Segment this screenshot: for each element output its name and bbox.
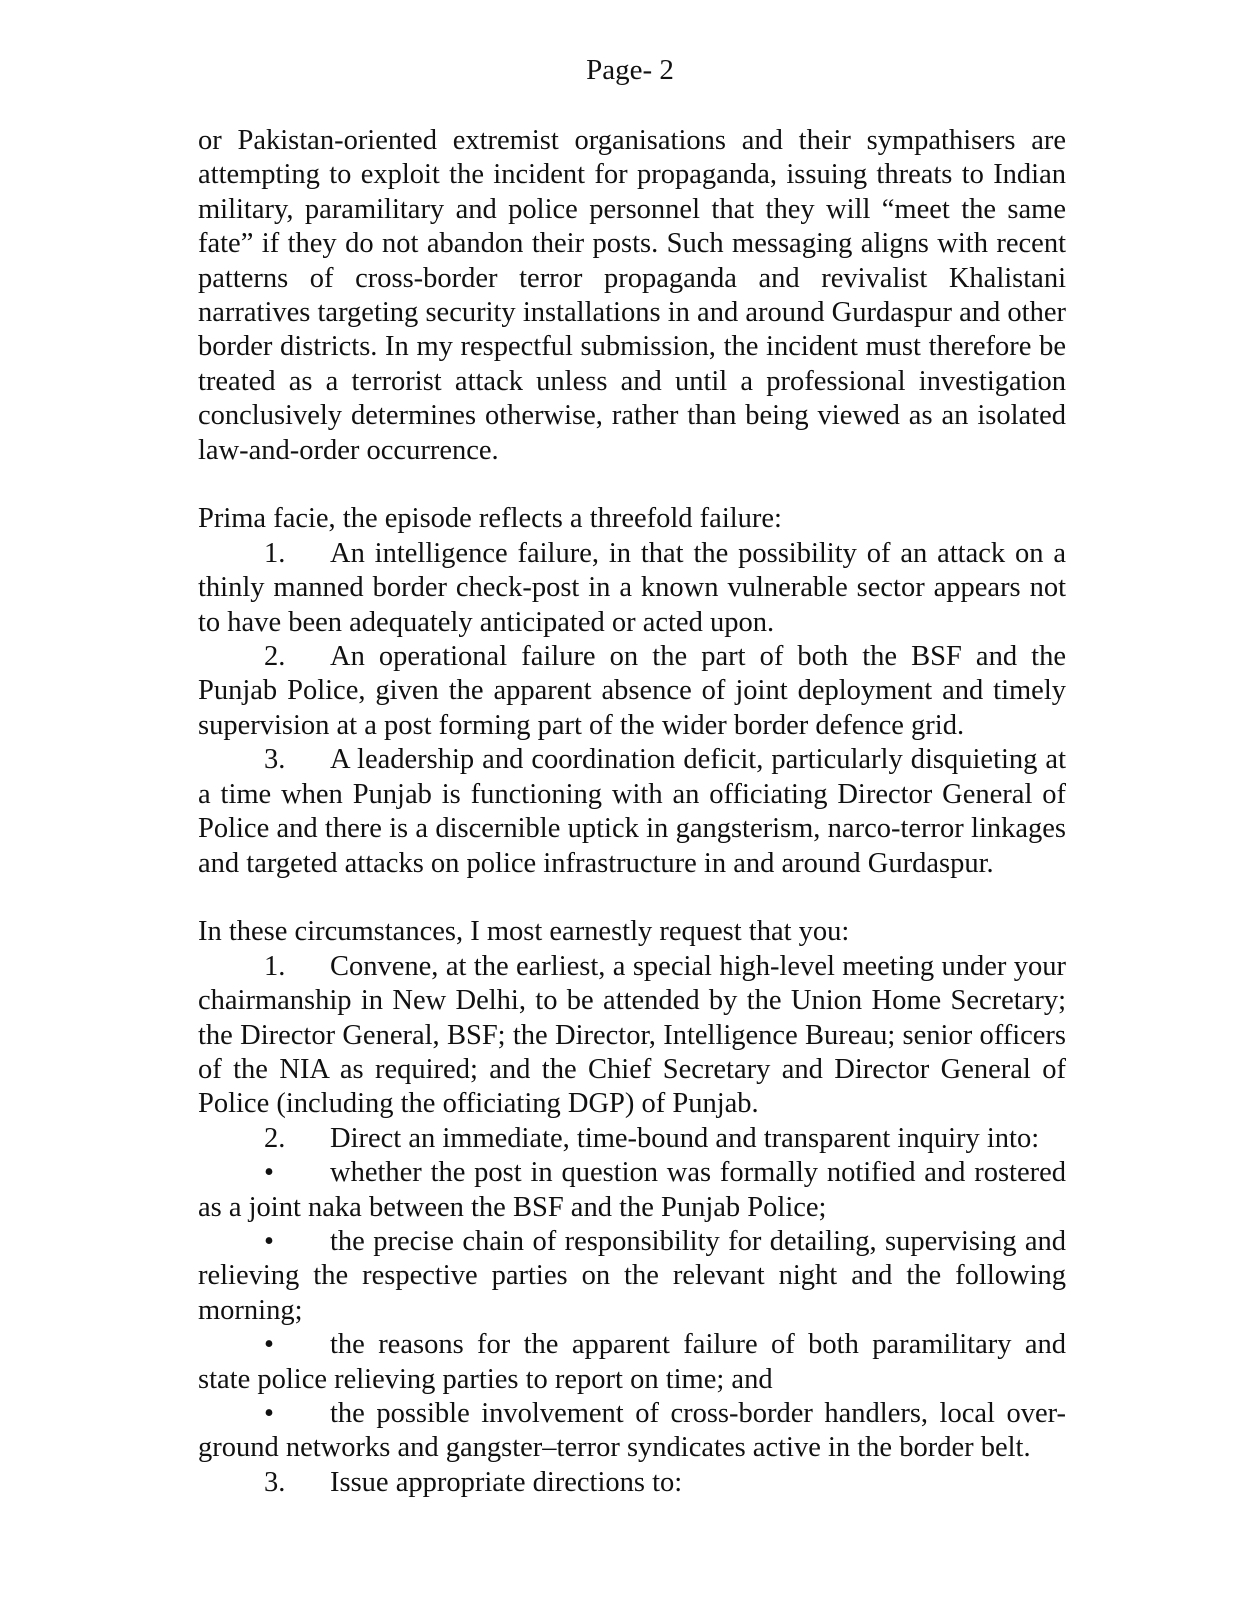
- inquiry-bullet-3: [198, 1328, 1066, 1397]
- request-item-1: [198, 950, 1066, 1122]
- failure-item-text: An intelligence failure, in that the possibility of an attack on a thinly manned border check-post in a known vulnerable sector appears not to have been adequately anticipated or acted upon.: [198, 537, 1066, 638]
- request-item-2: [198, 1122, 1066, 1156]
- inquiry-bullet-1: [198, 1156, 1066, 1225]
- failure-item-2: [198, 640, 1066, 743]
- failure-item-1: [198, 537, 1066, 640]
- letter-body: [198, 124, 1066, 1500]
- bullet-marker: •: [264, 1329, 274, 1361]
- bullet-marker: •: [264, 1157, 274, 1189]
- list-number: 1.: [264, 537, 286, 569]
- inquiry-bullet-4: [198, 1397, 1066, 1466]
- list-number: 2.: [264, 641, 286, 673]
- request-item-text: Convene, at the earliest, a special high-level meeting under your chairmanship in New Delhi, to be attended by the Union Home Secretary; the Director General, BSF; the Director, Intelligence Bureau; senior officers of the NIA as required; and the Chief Secretary and Director General of Police (including the officiating DGP) of Punjab.: [198, 950, 1066, 1120]
- inquiry-bullet-2: [198, 1225, 1066, 1328]
- list-number: 2.: [264, 1122, 286, 1154]
- requests-intro: In these circumstances, I most earnestly request that you:: [198, 916, 850, 948]
- bullet-marker: •: [264, 1225, 274, 1257]
- paragraph-gap: [198, 468, 1066, 502]
- bullet-text: the precise chain of responsibility for detailing, supervising and relieving the respective parties on the relevant night and the following morning;: [198, 1225, 1066, 1326]
- bullet-text: whether the post in question was formally notified and rostered as a joint naka between the BSF and the Punjab Police;: [198, 1157, 1066, 1223]
- failure-item-3: [198, 743, 1066, 881]
- list-number: 1.: [264, 950, 286, 982]
- failure-item-text: A leadership and coordination deficit, particularly disquieting at a time when Punjab is functioning with an officiating Director General of Police and there is a discernible uptick in gangsterism, narco-terror linkages and targeted attacks on police infrastructure in and around Gurdaspur.: [198, 744, 1066, 879]
- bullet-text: the possible involvement of cross-border handlers, local over-ground networks and gangster–terror syndicates active in the border belt.: [198, 1398, 1066, 1464]
- page-number: Page- 2: [586, 54, 674, 86]
- request-item-3: [198, 1466, 1066, 1500]
- failures-intro: Prima facie, the episode reflects a threefold failure:: [198, 503, 782, 535]
- list-number: 3.: [264, 1466, 286, 1498]
- bullet-text: the reasons for the apparent failure of both paramilitary and state police relieving parties to report on time; and: [198, 1329, 1066, 1395]
- failure-item-text: An operational failure on the part of both the BSF and the Punjab Police, given the apparent absence of joint deployment and timely supervision at a post forming part of the wider border defence grid.: [198, 641, 1066, 741]
- paragraph-gap: [198, 881, 1066, 915]
- paragraph-continuation: or Pakistan-oriented extremist organisations and their sympathisers are attempting to exploit the incident for propaganda, issuing threats to Indian military, paramilitary and police personnel that they will “meet the same fate” if they do not abandon their posts. Such messaging aligns with recent patterns of cross-border terror propaganda and revivalist Khalistani narratives targeting security installations in and around Gurdaspur and other border districts. In my respectful submission, the incident must therefore be treated as a terrorist attack unless and until a professional investigation conclusively determines otherwise, rather than being viewed as an isolated law-and-order occurrence.: [198, 125, 1066, 466]
- list-number: 3.: [264, 744, 286, 776]
- request-item-text: Issue appropriate directions to:: [330, 1466, 683, 1498]
- request-item-text: Direct an immediate, time-bound and transparent inquiry into:: [330, 1122, 1040, 1154]
- bullet-marker: •: [264, 1398, 274, 1429]
